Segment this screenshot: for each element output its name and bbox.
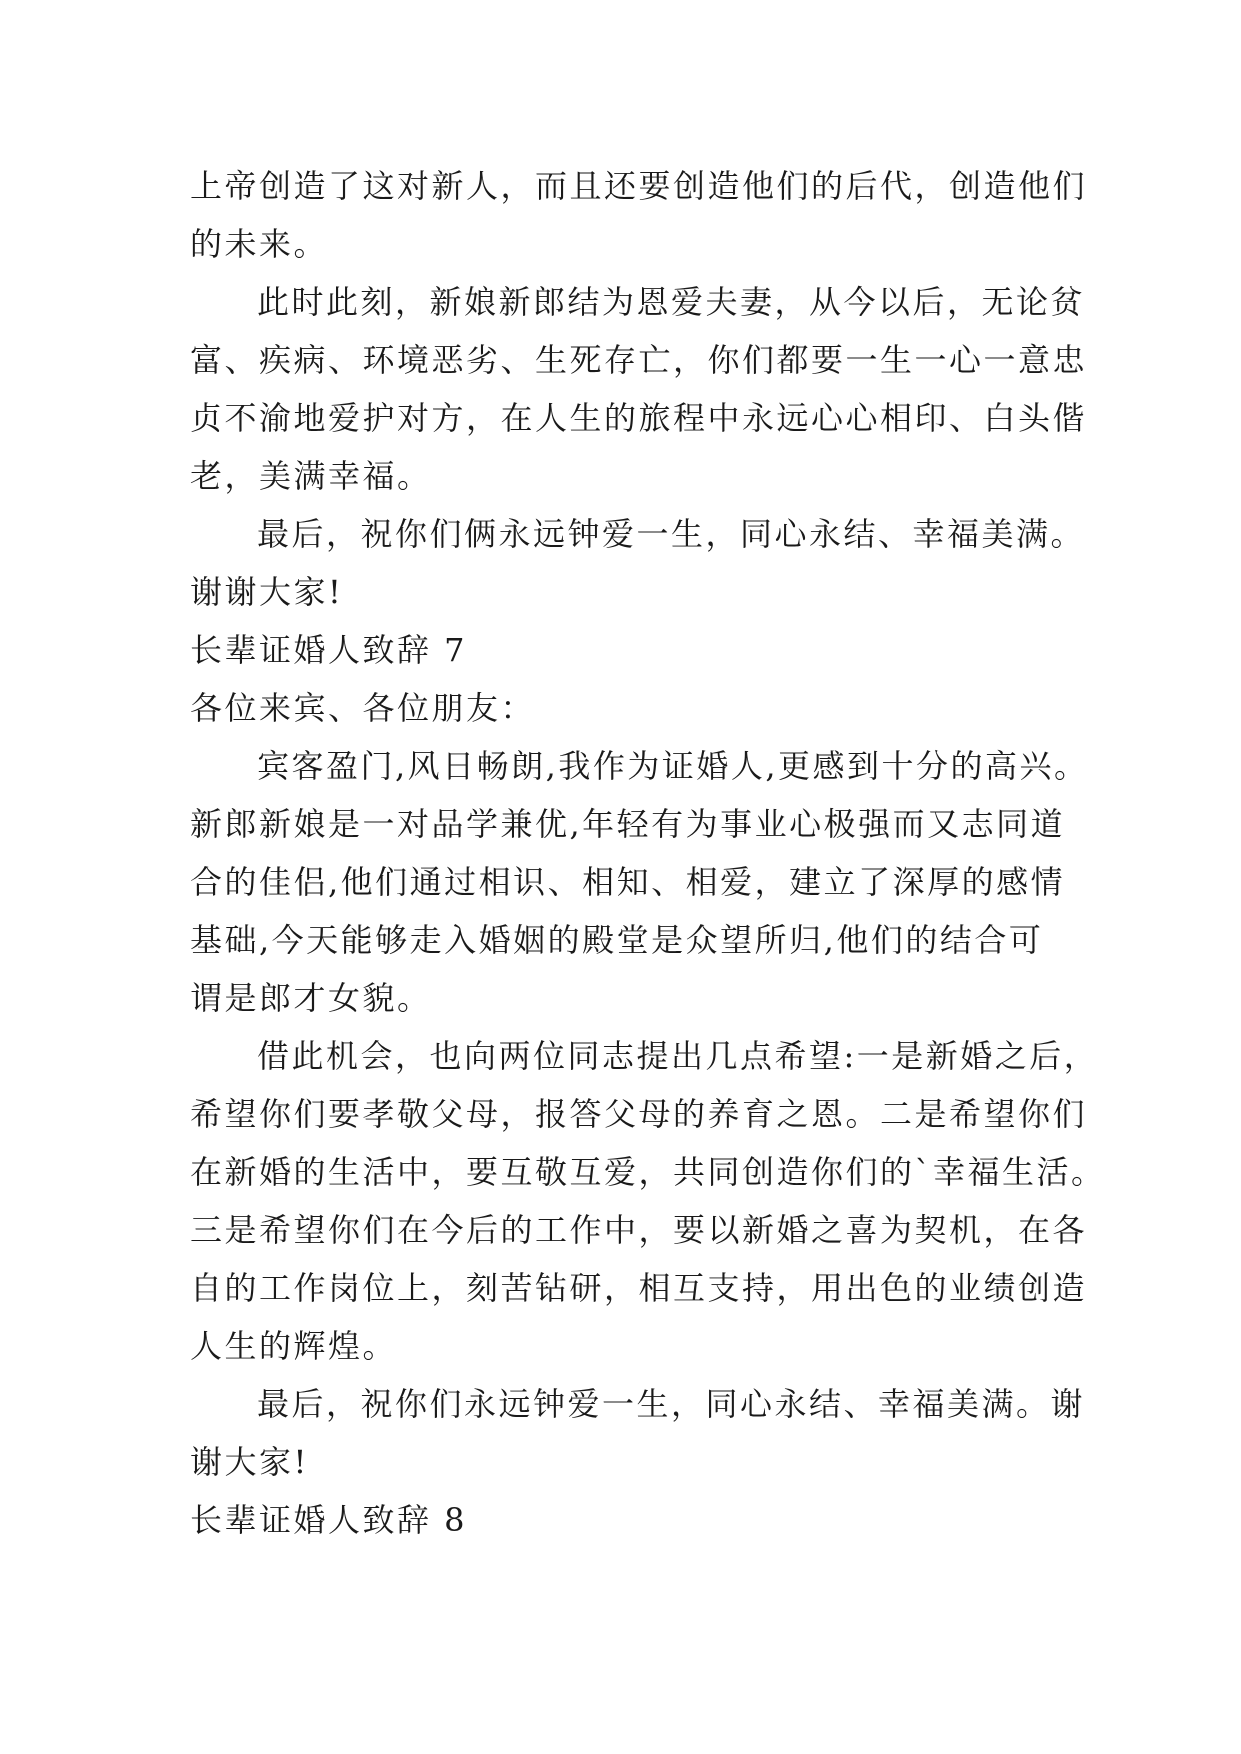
paragraph-line: 谢大家! — [190, 1443, 309, 1481]
paragraph-line: 贞不渝地爱护对方，在人生的旅程中永远心心相印、白头偕 — [190, 399, 1088, 437]
paragraph-line: 在新婚的生活中，要互敬互爱，共同创造你们的`幸福生活。 — [190, 1153, 1106, 1191]
salutation: 各位来宾、各位朋友： — [190, 689, 536, 727]
paragraph-line: 三是希望你们在今后的工作中，要以新婚之喜为契机，在各 — [190, 1211, 1088, 1249]
paragraph-line: 自的工作岗位上，刻苦钻研，相互支持，用出色的业绩创造 — [190, 1269, 1088, 1307]
paragraph-line: 老，美满幸福。 — [190, 457, 432, 495]
paragraph-line: 谓是郎才女貌。 — [190, 979, 432, 1017]
paragraph-line: 上帝创造了这对新人，而且还要创造他们的后代，创造他们 — [190, 167, 1088, 205]
paragraph-line: 借此机会，也向两位同志提出几点希望:一是新婚之后， — [257, 1037, 1099, 1075]
paragraph-line: 谢谢大家! — [190, 573, 344, 611]
paragraph-line: 新郎新娘是一对品学兼优,年轻有为事业心极强而又志同道 — [190, 805, 1066, 843]
section-heading: 长辈证婚人致辞 7 — [190, 631, 468, 669]
paragraph-line: 富、疾病、环境恶劣、生死存亡，你们都要一生一心一意忠 — [190, 341, 1088, 379]
paragraph-line: 的未来。 — [190, 225, 329, 263]
paragraph-line: 最后，祝你们俩永远钟爱一生，同心永结、幸福美满。 — [257, 515, 1086, 553]
paragraph-line: 人生的辉煌。 — [190, 1327, 398, 1365]
paragraph-line: 合的佳侣,他们通过相识、相知、相爱，建立了深厚的感情 — [190, 863, 1066, 901]
paragraph-line: 此时此刻，新娘新郎结为恩爱夫妻，从今以后，无论贫 — [257, 283, 1086, 321]
section-heading: 长辈证婚人致辞 8 — [190, 1501, 468, 1539]
paragraph-line: 宾客盈门,风日畅朗,我作为证婚人,更感到十分的高兴。 — [257, 747, 1089, 785]
paragraph-line: 希望你们要孝敬父母，报答父母的养育之恩。二是希望你们 — [190, 1095, 1088, 1133]
paragraph-line: 最后，祝你们永远钟爱一生，同心永结、幸福美满。谢 — [257, 1385, 1086, 1423]
paragraph-line: 基础,今天能够走入婚姻的殿堂是众望所归,他们的结合可 — [190, 921, 1044, 959]
